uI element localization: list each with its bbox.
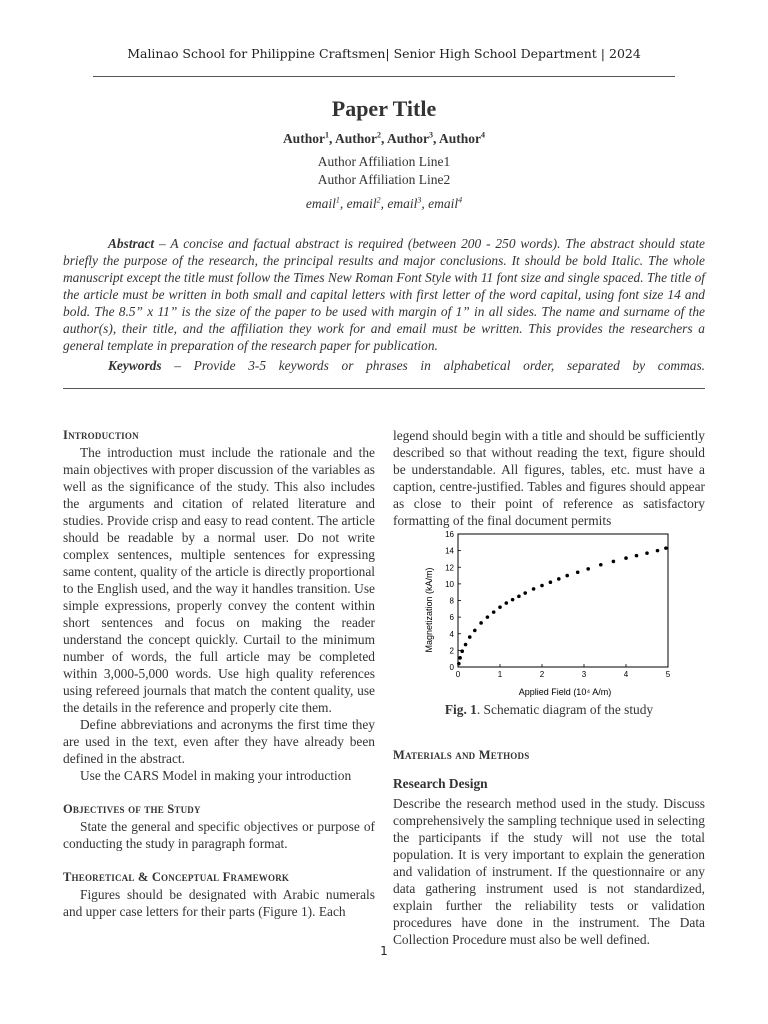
email-superscript: 2: [376, 195, 381, 205]
author-separator: ,: [380, 131, 387, 146]
abstract-label: Abstract: [108, 236, 155, 251]
chart-data-point: [517, 595, 521, 599]
email-superscript: 4: [458, 195, 463, 205]
author-superscript: 1: [324, 130, 329, 140]
introduction-paragraph-1: The introduction must include the rationale and the main objectives with proper discussion of the variables as well as the significance of the study. This also includes the arguments and citation of related literature and studies. Provide crisp and easy to read content. The article should be readable by a normal user. Do not write complex sentences, multiple sentences for expressing same content, quality of the article is directly proportional to the English used, and the way it handles transition. Use simple expressions, properly convey the content within short sentences and focus on making the reader understand the concept quickly. Curtail to the minimum number of words, the full article may be completed within 3,000-5,000 words. Use high quality references using refereed journals that match the content quality, use the details in the reference and properly cite them.: [63, 445, 375, 715]
chart-data-point: [635, 554, 639, 558]
chart-data-point: [599, 563, 603, 567]
chart-data-point: [486, 615, 490, 619]
chart-data-point: [457, 662, 461, 666]
author-name: Author: [334, 131, 377, 146]
keywords-label: Keywords: [108, 358, 162, 373]
chart-data-point: [576, 570, 580, 574]
author: [335, 131, 387, 146]
introduction-paragraph-3: Use the CARS Model in making your introduction: [80, 768, 352, 783]
author-separator: ,: [433, 131, 440, 146]
left-column: [63, 427, 375, 920]
affiliation-line-2: Author Affiliation Line2: [317, 172, 451, 187]
paper-title: Paper Title: [331, 96, 437, 121]
author-name: Author: [282, 131, 325, 146]
chart-data-point: [540, 584, 544, 588]
chart-data-point: [549, 580, 553, 584]
email-separator: ,: [339, 196, 347, 211]
abstract: [63, 235, 705, 354]
abstract-divider: [63, 388, 705, 389]
figure-caption-label: Fig. 1: [444, 702, 477, 717]
header-divider: [93, 76, 675, 77]
chart-data-point: [586, 567, 590, 571]
introduction-paragraph-2: Define abbreviations and acronyms the first time they are used in the text, even after they have already been defined in the abstract.: [63, 717, 375, 766]
author: [283, 131, 335, 146]
keywords: Keywords – Provide 3-5 keywords or phrases in alphabetical order, separated by commas.: [108, 358, 705, 373]
email: [347, 196, 388, 211]
right-column-bottom: [393, 747, 705, 948]
chart-x-tick-label: 1: [497, 670, 503, 679]
framework-paragraph: Figures should be designated with Arabic numerals and upper case letters for their parts (Figure 1). Each: [63, 887, 375, 919]
chart-data-point: [645, 551, 649, 555]
chart-data-point: [498, 605, 502, 609]
chart-data-point: [473, 629, 477, 633]
author-superscript: 4: [481, 130, 486, 140]
magnetization-chart: [420, 526, 682, 700]
affiliation-line-1: Author Affiliation Line1: [317, 154, 451, 169]
chart-data-point: [656, 549, 660, 553]
chart-data-point: [511, 598, 515, 602]
chart-data-point: [492, 610, 496, 614]
email-name: email: [387, 196, 418, 211]
objectives-paragraph: State the general and specific objectives or purpose of conducting the study in paragraph format.: [63, 819, 375, 851]
figure-caption: [393, 702, 705, 718]
abstract-text: A concise and factual abstract is required (between 200 - 250 words). The abstract should state briefly the purpose of the research, the principal results and major conclusions. It should be bold Italic. The whole manuscript except the title must follow the Times New Roman Font Style with 11 font size and single spaced. The title of the article must be written in both small and capital letters with first letter of the word capital, using font size 14 and bold. The 8.5” x 11” is the size of the paper to be used with margin of 1” in all sides. The name and surname of the author(s), their title, and the affiliation they work for and email must be written. This provides the researchers a general template in preparation of the research paper for publication.: [63, 236, 705, 353]
chart-data-point: [460, 649, 464, 653]
chart-data-point: [557, 577, 561, 581]
author-name: Author: [387, 131, 430, 146]
objectives-heading: Objectives of the Study: [63, 802, 201, 816]
email: [428, 196, 462, 211]
chart-y-tick-label: 6: [449, 613, 454, 623]
author-superscript: 2: [376, 130, 381, 140]
introduction-heading: Introduction: [63, 428, 139, 442]
right-column-top: [393, 427, 705, 529]
abstract-dash: –: [154, 236, 171, 251]
chart-data-point: [468, 635, 472, 639]
chart-data-point: [505, 601, 509, 605]
research-design-heading: Research Design: [393, 776, 488, 791]
chart-y-tick-label: 12: [445, 563, 454, 573]
chart-data-point: [624, 556, 628, 560]
email-name: email: [428, 196, 459, 211]
email-list: [0, 196, 768, 212]
email-name: email: [305, 196, 336, 211]
author-name: Author: [439, 131, 482, 146]
chart-data-point: [565, 574, 569, 578]
chart-data-point: [523, 591, 527, 595]
chart-y-tick-label: 16: [445, 530, 454, 539]
chart-x-tick-label: 4: [623, 670, 629, 679]
keywords-text: Provide 3-5 keywords or phrases in alphabetical order, separated by commas.: [193, 358, 705, 373]
chart-x-axis-label: Applied Field (10⁴ A/m): [518, 687, 612, 697]
chart-x-tick-label: 0: [455, 670, 461, 679]
chart-y-tick-label: 8: [449, 596, 454, 606]
author-list: [0, 131, 768, 147]
chart-x-tick-label: 5: [665, 670, 671, 679]
chart-data-point: [612, 560, 616, 564]
email-separator: ,: [421, 196, 429, 211]
chart-y-tick-label: 10: [445, 579, 454, 589]
author: [439, 131, 485, 146]
email-name: email: [346, 196, 377, 211]
figure-legend-text: legend should begin with a title and should be sufficiently described so that without reading the text, figure should be understandable. All figures, tables, etc. must have a caption, centre-justified. Tables and figures should appear as close to their point of reference as satisfactory formatting of the final document permits: [393, 428, 705, 528]
chart-y-axis-label: Magnetization (kA/m): [424, 567, 434, 653]
chart-data-point: [479, 621, 483, 625]
chart-y-tick-label: 4: [449, 629, 454, 639]
chart-y-tick-label: 0: [449, 663, 454, 672]
chart-y-tick-label: 2: [449, 646, 454, 656]
author-superscript: 3: [429, 130, 434, 140]
chart-data-point: [532, 587, 536, 591]
chart-data-point: [458, 656, 462, 660]
email-superscript: 3: [417, 195, 422, 205]
chart-x-tick-label: 3: [581, 670, 587, 679]
author-separator: ,: [328, 131, 335, 146]
framework-heading: Theoretical & Conceptual Framework: [63, 870, 290, 884]
chart-x-tick-label: 2: [539, 670, 545, 679]
email: [306, 196, 347, 211]
figure-caption-text: . Schematic diagram of the study: [476, 702, 654, 717]
email-superscript: 1: [335, 195, 340, 205]
email: [387, 196, 428, 211]
methods-heading: Materials and Methods: [393, 748, 530, 762]
email-separator: ,: [380, 196, 388, 211]
author: [387, 131, 439, 146]
page-number: 1: [380, 944, 388, 958]
research-design-paragraph: Describe the research method used in the study. Discuss comprehensively the sampling technique used in selecting the participants if the study will not use the total population. It is very important to explain the generation and validation of instrument. If the questionnaire or any data gathering instrument used is not standardized, explain further the reliability tests or validation procedures have done in the instrument. The Data Collection Procedure must also be well defined.: [393, 796, 705, 947]
running-head: Malinao School for Philippine Craftsmen| Senior High School Department | 2024: [127, 46, 641, 61]
chart-data-point: [664, 546, 668, 550]
chart-data-point: [464, 643, 468, 647]
chart-y-tick-label: 14: [445, 546, 454, 556]
